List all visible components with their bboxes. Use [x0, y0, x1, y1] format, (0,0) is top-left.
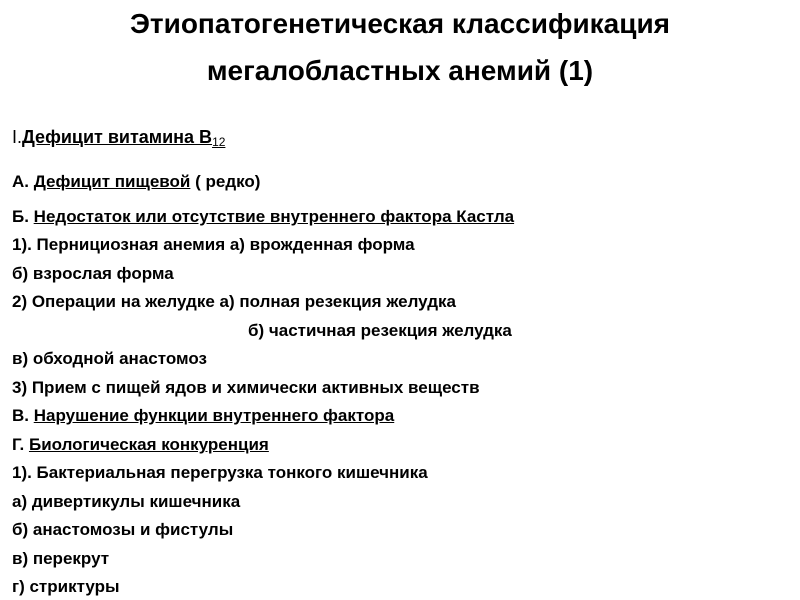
item-v-prefix: В. [12, 406, 34, 425]
item-b1: 1). Пернициозная анемия а) врожденная форма [12, 235, 415, 254]
item-g1b: б) анастомозы и фистулы [12, 520, 234, 539]
section-heading-subscript: 12 [212, 135, 226, 149]
slide-title [0, 0, 800, 94]
item-a-prefix: А. [12, 172, 34, 191]
item-g1a: а) дивертикулы кишечника [12, 492, 241, 511]
item-g1d: г) стриктуры [12, 577, 120, 596]
item-b3: 3) Прием с пищей ядов и химически активных веществ [12, 378, 480, 397]
title-line-2: мегалобластных анемий (1) [206, 55, 594, 86]
item-b [12, 206, 514, 228]
section-number: I. [12, 127, 23, 147]
item-b1b: б) взрослая форма [12, 264, 174, 283]
item-b-prefix: Б. [12, 207, 34, 226]
item-g1: 1). Бактериальная перегрузка тонкого кишечника [12, 463, 428, 482]
item-a-underlined: Дефицит пищевой [33, 172, 191, 191]
item-b2c: в) обходной анастомоз [12, 349, 207, 368]
item-b2: 2) Операции на желудке а) полная резекция желудка [12, 292, 456, 311]
item-g-prefix: Г. [12, 435, 29, 454]
section-heading-text: Дефицит витамина В [22, 127, 213, 147]
section-heading [12, 125, 225, 151]
item-b-underlined: Недостаток или отсутствие внутреннего фактора Кастла [33, 207, 515, 226]
item-g1c: в) перекрут [12, 549, 110, 568]
title-line-1: Этиопатогенетическая классификация [129, 8, 671, 39]
item-b2b: б) частичная резекция желудка [248, 321, 512, 340]
item-a-suffix: ( редко) [190, 172, 261, 191]
item-v [12, 405, 394, 427]
item-g-underlined: Биологическая конкуренция [28, 435, 269, 454]
item-v-underlined: Нарушение функции внутреннего фактора [33, 406, 395, 425]
item-a [12, 171, 260, 193]
item-g [12, 434, 269, 456]
